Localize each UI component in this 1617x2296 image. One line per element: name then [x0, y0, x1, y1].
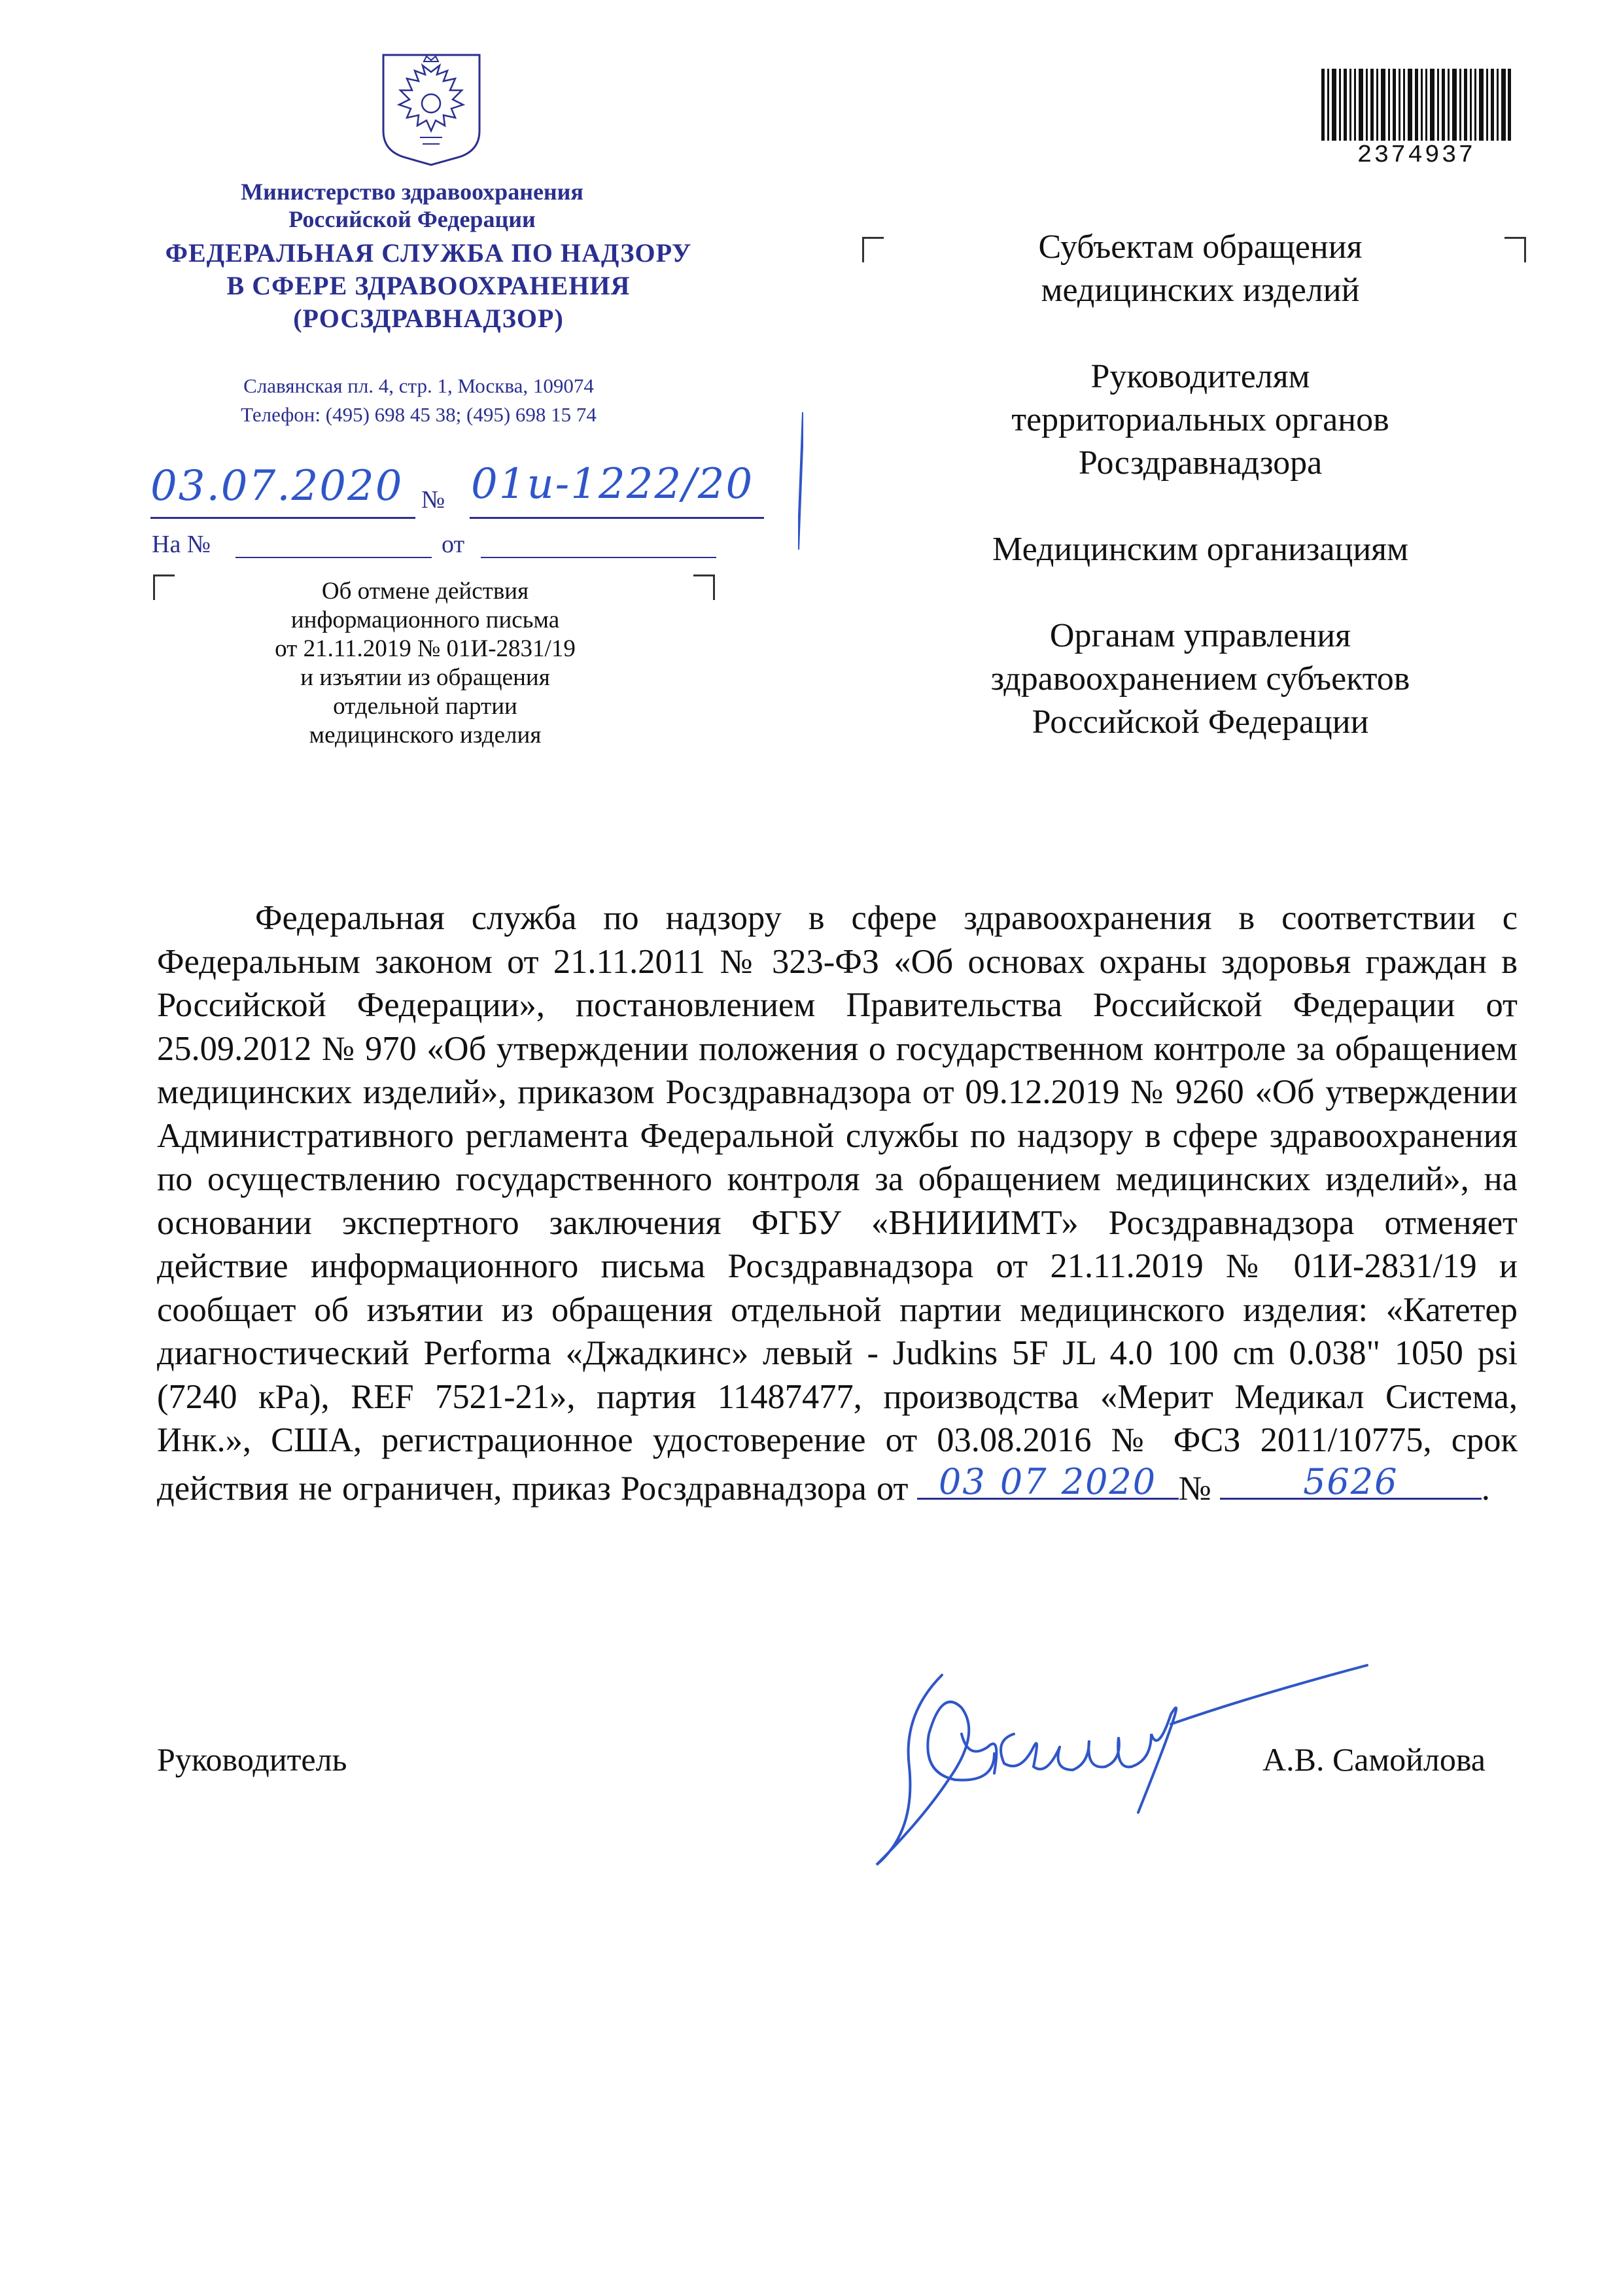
addressee-group [913, 355, 1488, 485]
ministry-name-line-1: Министерство здравоохранения [241, 179, 583, 205]
addressee-line: медицинских изделий [1041, 272, 1360, 309]
order-number-field [1220, 1462, 1482, 1500]
addressee-group [913, 614, 1488, 744]
coat-of-arms-icon [381, 52, 482, 166]
order-date: 03 07 2020 [938, 1460, 1157, 1502]
date-underline [150, 517, 415, 519]
addressee-line: Росздравнадзора [1078, 444, 1323, 482]
registration-number: 01и-1222/20 [471, 460, 754, 508]
subject-corner-right [693, 574, 715, 600]
subject-line: медицинского изделия [309, 722, 542, 749]
subject-line: отдельной партии [333, 693, 517, 720]
service-address: Славянская пл. 4, стр. 1, Москва, 109074 [243, 374, 594, 397]
reference-number-blank [235, 557, 432, 558]
subject-line: информационного письма [290, 607, 560, 633]
subject-corner-left [153, 574, 175, 600]
signer-name: А.В. Самойлова [1262, 1741, 1486, 1778]
service-name-line-1: ФЕДЕРАЛЬНАЯ СЛУЖБА ПО НАДЗОРУ [165, 238, 692, 268]
reference-from-label: от [442, 531, 465, 558]
addressee-line: Медицинским организациям [992, 531, 1408, 568]
subject-line: от 21.11.2019 № 01И-2831/19 [275, 635, 576, 662]
addressee-block [913, 226, 1488, 787]
reference-date-blank [481, 557, 716, 558]
barcode-icon [1321, 69, 1511, 141]
registration-slash [798, 412, 803, 550]
registration-number-label: № [421, 486, 445, 514]
addressee-line: Органам управления [1049, 617, 1351, 654]
number-underline [470, 517, 764, 519]
subject-line: Об отмене действия [321, 578, 529, 605]
body-paragraph: Федеральная служба по надзору в сфере здравоохранения в соответствии с Федеральным законом от 21.11.2011 № 323-ФЗ «Об основах охраны здоровья граждан в Российской Федерации», постановлением Правительства Российской Федерации от 25.09.2012 № 970 «Об утверждении положения о государственном контроле за обращением медицинских изделий», приказом Росздравнадзора от 09.12.2019 № 9260 «Об утверждении Административного регламента Федеральной службы по надзору в сфере здравоохранения по осуществлению государственного контроля за обращением медицинских изделий», на основании экспертного заключения ФГБУ «ВНИИИМТ» Росздравнадзора отменяет действие информационного письма Росздравнадзора от 21.11.2019 № 01И-2831/19 и сообщает об изъятии из обращения отдельной партии медицинского изделия: «Катетер диагностический Performa «Джадкинс» левый - Judkins 5F JL 4.0 100 cm 0.038" 1050 psi (7240 кPa), REF 7521-21», партия 11487477, производства «Мерит Медикал Система, Инк.», США, регистрационное удостоверение от 03.08.2016 № ФСЗ 2011/10775, срок действия не ограничен, приказ Росздравнадзора от [157, 899, 1518, 1508]
addressee-group [913, 226, 1488, 312]
letter-body [157, 896, 1518, 1510]
addressee-line: Российской Федерации [1032, 703, 1369, 741]
service-name-line-2: В СФЕРЕ ЗДРАВООХРАНЕНИЯ [226, 271, 631, 300]
reference-number-label: На № [152, 531, 211, 558]
addressee-corner-left [862, 237, 884, 262]
order-number: 5626 [1303, 1460, 1399, 1502]
addressee-corner-right [1504, 237, 1526, 262]
subject-line: и изъятии из обращения [300, 664, 550, 691]
body-end-punctuation: . [1481, 1469, 1490, 1508]
service-phone: Телефон: (495) 698 45 38; (495) 698 15 74 [241, 403, 597, 426]
addressee-line: территориальных органов [1011, 401, 1389, 438]
service-name-line-3: (РОСЗДРАВНАДЗОР) [293, 304, 564, 333]
signer-role: Руководитель [157, 1741, 347, 1778]
addressee-group [913, 528, 1488, 571]
letter-subject [196, 577, 654, 750]
addressee-line: Руководителям [1090, 358, 1310, 395]
barcode-number: 2374937 [1357, 141, 1476, 169]
addressee-line: здравоохранением субъектов [990, 660, 1410, 698]
ministry-name-line-2: Российской Федерации [288, 206, 536, 232]
order-number-label: № [1178, 1469, 1211, 1508]
order-date-field [917, 1462, 1179, 1500]
addressee-line: Субъектам обращения [1038, 228, 1363, 266]
registration-date: 03.07.2020 [150, 462, 404, 510]
